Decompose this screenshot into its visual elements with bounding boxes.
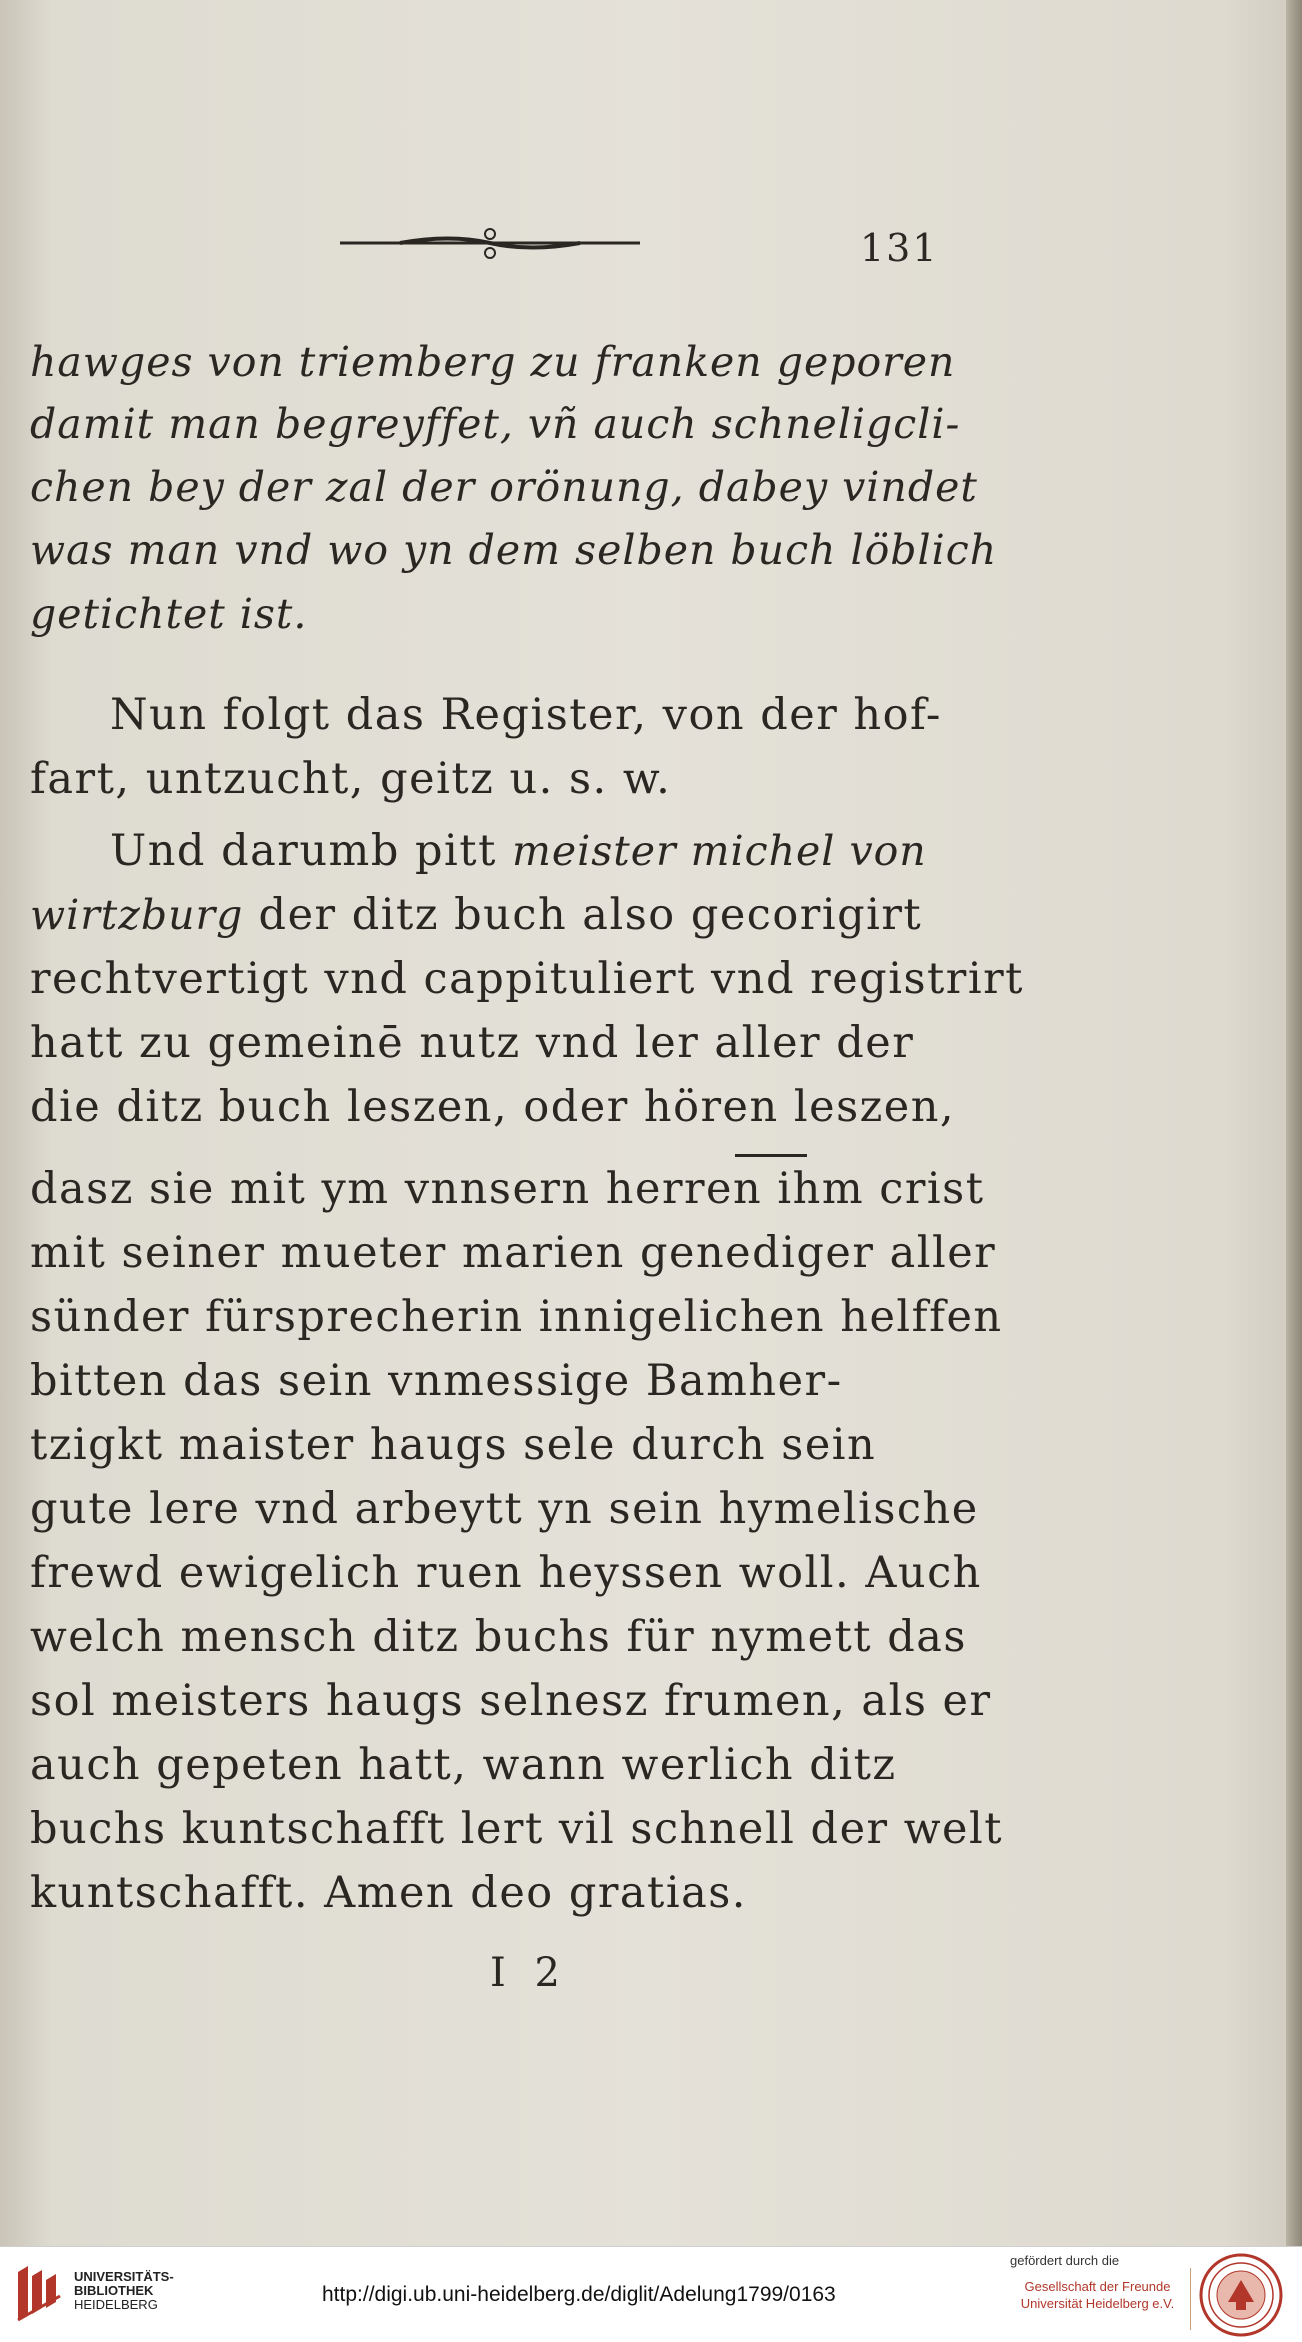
funded-by-label: gefördert durch die xyxy=(1010,2253,1120,2268)
text-line: sol meisters haugs selnesz frumen, als er xyxy=(30,1676,992,1726)
text-line: damit man begreyffet, vñ auch schneligcli- xyxy=(30,400,961,448)
text-line: rechtvertigt vnd cappituliert vnd registrirt xyxy=(30,954,1024,1004)
text-roman: Und darumb pitt xyxy=(110,826,513,876)
text-roman: der ditz buch also gecorigirt xyxy=(243,890,923,940)
divider xyxy=(1190,2268,1191,2330)
text-line: mit seiner mueter marien genediger aller xyxy=(30,1228,997,1278)
text-line: bitten das sein vnmessige Bamher- xyxy=(30,1356,843,1406)
text-line: was man vnd wo yn dem selben buch löblich xyxy=(30,526,998,574)
text-line: gute lere vnd arbeytt yn sein hymelische xyxy=(30,1484,979,1534)
text-line: getichtet ist. xyxy=(30,590,308,638)
sponsor-name xyxy=(1010,2278,1185,2312)
text-line: welch mensch ditz buchs für nymett das xyxy=(30,1612,967,1662)
abbreviation-overline xyxy=(735,1154,807,1157)
university-library-logo-icon xyxy=(14,2262,64,2324)
text-line: tzigkt maister haugs sele durch sein xyxy=(30,1420,877,1470)
text-line: buchs kuntschafft lert vil schnell der welt xyxy=(30,1804,1004,1854)
ornament-rule xyxy=(340,226,640,260)
page-edge xyxy=(1286,0,1302,2246)
library-name-line: UNIVERSITÄTS- xyxy=(74,2269,174,2284)
text-line: Nun folgt das Register, von der hof- xyxy=(110,690,942,740)
university-seal-icon xyxy=(1198,2252,1284,2338)
sponsor-name-line: Gesellschaft der Freunde xyxy=(1024,2279,1171,2294)
text-line: hatt zu gemeinē nutz vnd ler aller der xyxy=(30,1018,915,1068)
library-name-line: HEIDELBERG xyxy=(74,2297,158,2312)
text-line: auch gepeten hatt, wann werlich ditz xyxy=(30,1740,897,1790)
text-line: sünder fürsprecherin innigelichen helffen xyxy=(30,1292,1003,1342)
text-line: chen bey der zal der orönung, dabey vindet xyxy=(30,463,978,511)
signature-mark: I 2 xyxy=(490,1950,568,1996)
text-line: dasz sie mit ym vnnsern herren ihm crist xyxy=(30,1164,985,1214)
text-line: frewd ewigelich ruen heyssen woll. Auch xyxy=(30,1548,982,1598)
page-number: 131 xyxy=(860,226,939,270)
text-line: fart, untzucht, geitz u. s. w. xyxy=(30,754,672,804)
text-line xyxy=(110,826,927,876)
permalink-url[interactable]: http://digi.ub.uni-heidelberg.de/diglit/Adelung1799/0163 xyxy=(322,2283,836,2306)
text-line: die ditz buch leszen, oder hören leszen, xyxy=(30,1082,956,1132)
library-name-line: BIBLIOTHEK xyxy=(74,2283,154,2298)
text-line: hawges von triemberg zu franken geporen xyxy=(30,338,956,386)
text-line xyxy=(30,890,922,940)
text-line: kuntschafft. Amen deo gratias. xyxy=(30,1868,747,1918)
text-italic: wirtzburg xyxy=(30,891,244,939)
sponsor-name-line: Universität Heidelberg e.V. xyxy=(1020,2296,1175,2311)
text-italic: meister michel von xyxy=(512,827,927,875)
library-name xyxy=(74,2270,174,2312)
